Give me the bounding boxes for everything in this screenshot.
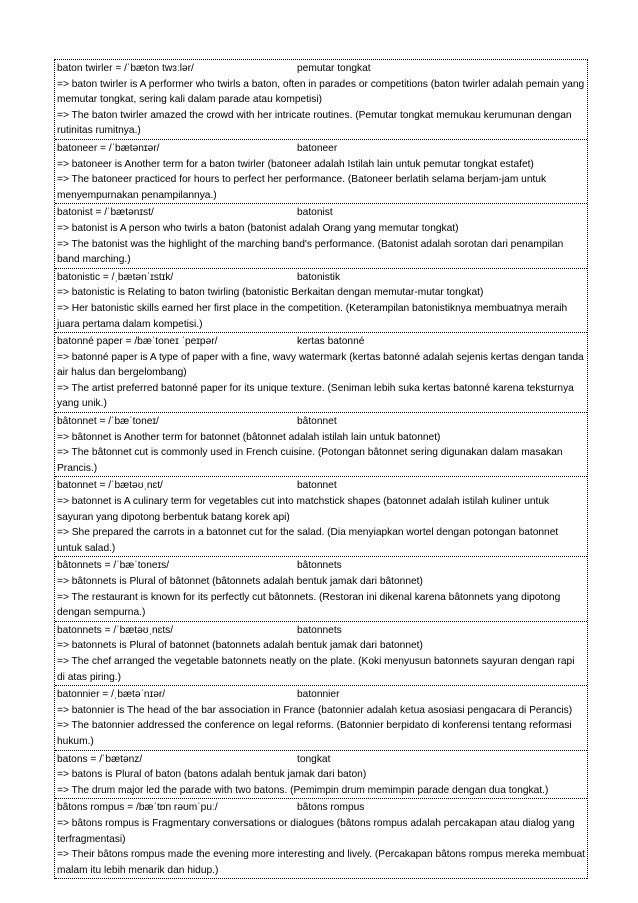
entry-term: bâtonnet = /ˈbæˈtoneɪ/ bbox=[57, 416, 159, 428]
entry-term: batonnier = /ˌbætəˈnɪər/ bbox=[57, 689, 166, 701]
entry-definition: => baton twirler is A performer who twirls a baton, often in parades or competitions (baton twirler adalah pemain yang memutar tongkat, sering kali dalam parade atau kompetisi) bbox=[57, 78, 585, 106]
entry-translation: bâtonnets bbox=[297, 560, 342, 572]
entry-term: baton twirler = /ˈbæton twɜːlər/ bbox=[57, 63, 194, 74]
entry-head bbox=[57, 478, 585, 494]
entry-head bbox=[57, 752, 585, 768]
entry-example: => The baton twirler amazed the crowd with her intricate routines. (Pemutar tongkat memukau kerumunan dengan rutinitas rumitnya.) bbox=[57, 109, 572, 137]
entry-definition: => batonnets is Plural of batonnet (batonnets adalah bentuk jamak dari batonnet) bbox=[57, 640, 423, 652]
entry-term: batonnets = /ˈbætəʊˌnɛts/ bbox=[57, 624, 174, 636]
entry-translation: bâtonnet bbox=[297, 416, 337, 428]
entry-definition: => batonnet is A culinary term for vegetables cut into matchstick shapes (batonnet adalah istilah kuliner untuk sayuran yang dipotong berbentuk batang korek api) bbox=[57, 496, 550, 523]
entry-example: => Her batonistic skills earned her first place in the competition. (Keterampilan batonistiknya membuatnya meraih juara pertama dalam kompetisi.) bbox=[57, 302, 568, 330]
dictionary-sheet bbox=[54, 59, 588, 879]
entry-definition: => batonnier is The head of the bar association in France (batonnier adalah ketua asosiasi pengacara di Perancis) bbox=[57, 704, 573, 716]
entry-head bbox=[57, 687, 585, 703]
entry-translation: batonist bbox=[297, 207, 333, 219]
entry-translation: batonnet bbox=[297, 480, 337, 492]
entry-translation: batoneer bbox=[297, 142, 338, 154]
entry-translation: batonistik bbox=[297, 271, 341, 283]
entry-batons-rompus bbox=[55, 799, 587, 879]
entry-term: bâtonnets = /ˈbæˈtoneɪs/ bbox=[57, 560, 170, 572]
entry-example: => The batonist was the highlight of the marching band's performance. (Batonist adalah sorotan dari penampilan band marching.) bbox=[57, 238, 564, 266]
entry-head bbox=[57, 334, 585, 350]
entry-head bbox=[57, 141, 585, 157]
entry-head bbox=[57, 61, 585, 77]
entry-head bbox=[57, 623, 585, 639]
entry-batons bbox=[55, 751, 587, 800]
entry-term: batons = /ˈbætənz/ bbox=[57, 753, 143, 765]
entry-example: => The restaurant is known for its perfectly cut bâtonnets. (Restoran ini dikenal karena bâtonnets yang dipotong dengan sempurna.) bbox=[57, 591, 561, 619]
entry-batoneer bbox=[55, 140, 587, 204]
entry-batonnets bbox=[55, 622, 587, 686]
entry-example: => The chef arranged the vegetable batonnets neatly on the plate. (Koki menyusun batonnets sayuran dengan rapi di atas piring.) bbox=[57, 655, 575, 683]
entry-batonnet bbox=[55, 477, 587, 557]
entry-translation: batonnets bbox=[297, 624, 342, 636]
entry-example: => The bâtonnet cut is commonly used in French cuisine. (Potongan bâtonnet sering digunakan dalam masakan Prancis.) bbox=[57, 447, 563, 474]
entry-head bbox=[57, 800, 585, 816]
entry-term: bâtons rompus = /bæˈtɒn rəʊmˈpuː/ bbox=[57, 802, 218, 814]
entry-example: => She prepared the carrots in a batonnet cut for the salad. (Dia menyiapkan wortel dengan potongan batonnet untuk salad.) bbox=[57, 527, 559, 554]
entry-batonistic bbox=[55, 269, 587, 333]
entry-head bbox=[57, 205, 585, 221]
entry-translation: bâtons rompus bbox=[297, 802, 365, 814]
entry-definition: => batonistic is Relating to baton twirling (batonistic Berkaitan dengan memutar-mutar tongkat) bbox=[57, 287, 484, 299]
entry-batonist bbox=[55, 204, 587, 268]
entry-example: => The batoneer practiced for hours to perfect her performance. (Batoneer berlatih selama berjam-jam untuk menyempurnakan penampilannya.) bbox=[57, 174, 547, 201]
entry-example: => The drum major led the parade with two batons. (Pemimpin drum memimpin parade dengan dua tongkat.) bbox=[57, 784, 549, 796]
entry-translation: tongkat bbox=[297, 753, 331, 765]
entry-translation: pemutar tongkat bbox=[297, 63, 371, 74]
entry-example: => The batonnier addressed the conference on legal reforms. (Batonnier berpidato di konferensi tentang reformasi hukum.) bbox=[57, 720, 572, 747]
entry-definition: => batoneer is Another term for a baton twirler (batoneer adalah Istilah lain untuk pemutar tongkat estafet) bbox=[57, 158, 534, 170]
entry-batonnets-accent bbox=[55, 557, 587, 621]
entry-example: => Their bâtons rompus made the evening more interesting and lively. (Percakapan bâtons rompus mereka membuat malam itu lebih menarik dan hidup.) bbox=[57, 849, 585, 876]
entry-term: batoneer = /ˈbætənɪər/ bbox=[57, 142, 160, 154]
entry-head bbox=[57, 414, 585, 430]
entry-translation: kertas batonné bbox=[297, 336, 365, 348]
entry-head bbox=[57, 270, 585, 286]
entry-definition: => bâtonnets is Plural of bâtonnet (bâtonnets adalah bentuk jamak dari bâtonnet) bbox=[57, 576, 423, 587]
entry-translation: batonnier bbox=[297, 689, 340, 701]
entry-baton-twirler bbox=[55, 60, 587, 140]
entry-batonne-paper bbox=[55, 333, 587, 413]
entry-term: batonistic = /ˌbætənˈɪstɪk/ bbox=[57, 271, 174, 283]
entry-definition: => batons is Plural of baton (batons adalah bentuk jamak dari baton) bbox=[57, 769, 367, 781]
entry-batonnier bbox=[55, 686, 587, 750]
entry-example: => The artist preferred batonné paper for its unique texture. (Seniman lebih suka kertas batonné karena teksturnya yang unik.) bbox=[57, 382, 574, 410]
entry-term: batonné paper = /bæˈtoneɪ ˈpeɪpər/ bbox=[57, 336, 218, 348]
entry-batonnet-accent bbox=[55, 413, 587, 477]
entry-term: batonist = /ˈbætənɪst/ bbox=[57, 207, 154, 219]
entry-definition: => bâtons rompus is Fragmentary conversations or dialogues (bâtons rompus adalah percakapan atau dialog yang terfragmentasi) bbox=[57, 817, 575, 845]
entry-definition: => batonné paper is A type of paper with a fine, wavy watermark (kertas batonné adalah sejenis kertas dengan tanda air halus dan bergelombang) bbox=[57, 351, 584, 379]
entry-definition: => bâtonnet is Another term for batonnet (bâtonnet adalah istilah lain untuk batonnet) bbox=[57, 431, 441, 443]
entry-term: batonnet = /ˈbætəʊˌnɛt/ bbox=[57, 480, 163, 492]
entry-head bbox=[57, 558, 585, 574]
entry-definition: => batonist is A person who twirls a baton (batonist adalah Orang yang memutar tongkat) bbox=[57, 222, 459, 234]
